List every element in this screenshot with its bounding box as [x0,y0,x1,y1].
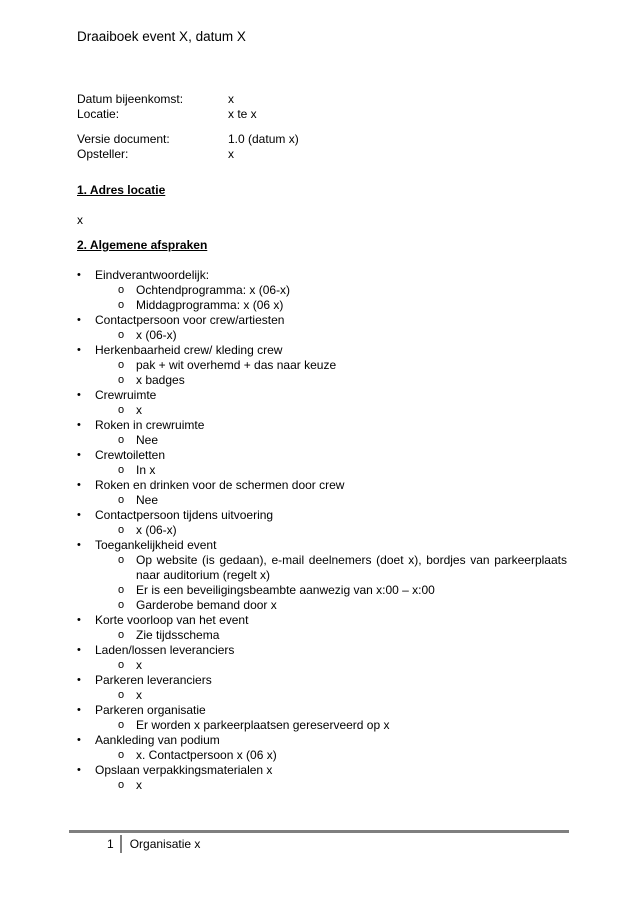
meta-value: x [228,146,234,161]
meta-label: Locatie: [77,106,120,121]
agreement-label: Korte voorloop van het event [95,613,249,627]
bullet-icon: • [77,614,81,626]
meta-row-date [77,92,497,107]
agreement-item [77,538,567,613]
bullet-icon: • [77,269,81,281]
agreement-label: Eindverantwoordelijk: [95,268,210,282]
agreement-item [77,388,567,418]
agreement-subitem [95,718,567,733]
agreement-sublist [95,283,567,313]
address-value: x [77,213,83,227]
agreement-subitem [95,523,567,538]
agreement-label: Roken in crewruimte [95,418,205,432]
agreement-item [77,313,567,343]
agreement-subitem-text: Zie tijdsschema [136,628,220,642]
agreement-sublist [95,358,567,388]
bullet-icon: • [77,764,81,776]
bullet-icon: • [77,314,81,326]
circle-bullet-icon: o [118,284,125,296]
agreement-subitem [95,583,567,598]
footer-divider [69,830,569,833]
agreement-subitem [95,433,567,448]
bullet-icon: • [77,509,81,521]
circle-bullet-icon: o [118,404,125,416]
circle-bullet-icon: o [118,359,125,371]
agreement-label: Laden/lossen leveranciers [95,643,235,657]
agreement-item [77,703,567,733]
agreement-item [77,733,567,763]
agreement-subitem-text: x (06-x) [136,523,177,537]
agreement-sublist [95,493,567,508]
agreement-item [77,268,567,313]
agreement-sublist [95,688,567,703]
bullet-icon: • [77,449,81,461]
agreement-subitem [95,748,567,763]
agreement-sublist [95,328,567,343]
circle-bullet-icon: o [118,779,125,791]
section-heading-address: 1. Adres locatie [77,183,166,197]
agreement-item [77,343,567,388]
agreement-subitem-text: In x [136,463,156,477]
meta-value: x te x [228,106,257,121]
agreement-subitem [95,688,567,703]
agreement-label: Crewtoiletten [95,448,166,462]
circle-bullet-icon: o [118,599,125,611]
agreement-subitem-text: pak + wit overhemd + das naar keuze [136,358,337,372]
circle-bullet-icon: o [118,494,125,506]
agreement-subitem-text: Nee [136,433,159,447]
circle-bullet-icon: o [118,659,125,671]
agreement-subitem-text: Er is een beveiligingsbeambte aanwezig van x:00 – x:00 [136,583,435,597]
agreement-subitem [95,358,567,373]
agreement-item [77,478,567,508]
agreement-subitem [95,658,567,673]
agreement-label: Aankleding van podium [95,733,220,747]
document-meta [77,92,497,161]
meta-label: Opsteller: [77,146,129,161]
agreement-label: Crewruimte [95,388,157,402]
section-heading-agreements: 2. Algemene afspraken [77,238,208,252]
circle-bullet-icon: o [118,524,125,536]
agreement-subitem-text: Er worden x parkeerplaatsen gereserveerd op x [136,718,390,732]
agreement-label: Parkeren organisatie [95,703,206,717]
bullet-icon: • [77,389,81,401]
agreement-label: Toegankelijkheid event [95,538,217,552]
agreement-label: Opslaan verpakkingsmaterialen x [95,763,273,777]
meta-label: Datum bijeenkomst: [77,92,184,106]
agreement-subitem [95,598,567,613]
agreement-subitem [95,778,567,793]
agreement-subitem [95,328,567,343]
agreement-subitem [95,463,567,478]
footer-text: Organisatie x [129,837,201,851]
agreement-subitem-text: x. Contactpersoon x (06 x) [136,748,277,762]
agreement-subitem [95,373,567,388]
agreement-sublist [95,403,567,418]
meta-value: 1.0 (datum x) [228,132,299,146]
agreement-sublist [95,718,567,733]
agreement-item [77,613,567,643]
circle-bullet-icon: o [118,299,125,311]
bullet-icon: • [77,674,81,686]
meta-label: Versie document: [77,132,170,146]
agreement-sublist [95,628,567,643]
agreement-subitem [95,628,567,643]
bullet-icon: • [77,644,81,656]
agreement-sublist [95,463,567,478]
page-footer [107,835,200,853]
circle-bullet-icon: o [118,374,125,386]
agreement-subitem [95,298,567,313]
bullet-icon: • [77,539,81,551]
agreement-label: Contactpersoon voor crew/artiesten [95,313,285,327]
agreement-sublist [95,523,567,538]
agreement-subitem-text: Nee [136,493,159,507]
agreement-subitem-text: Ochtendprogramma: x (06-x) [136,283,291,297]
agreement-subitem-text: x [136,658,142,672]
agreement-label: Contactpersoon tijdens uitvoering [95,508,274,522]
agreement-sublist [95,778,567,793]
agreement-subitem-text: Garderobe bemand door x [136,598,277,612]
meta-row-version [77,132,497,147]
agreement-label: Herkenbaarheid crew/ kleding crew [95,343,283,357]
agreement-item [77,763,567,793]
meta-value: x [228,92,234,106]
agreements-list [77,268,567,793]
agreement-subitem-text: x badges [136,373,185,387]
agreement-subitem [95,283,567,298]
circle-bullet-icon: o [118,719,125,731]
agreement-subitem-text: Op website (is gedaan), e-mail deelnemers (doet x), bordjes van parkeerplaats naar auditorium (regelt x) [136,553,567,582]
page-number: 1 [107,837,114,851]
agreement-subitem-text: x [136,688,142,702]
meta-row-author [77,147,497,162]
agreement-item [77,418,567,448]
circle-bullet-icon: o [118,629,125,641]
agreement-item [77,448,567,478]
agreement-subitem [95,403,567,418]
agreement-subitem-text: x [136,403,142,417]
bullet-icon: • [77,704,81,716]
circle-bullet-icon: o [118,584,125,596]
circle-bullet-icon: o [118,329,125,341]
agreement-sublist [95,433,567,448]
circle-bullet-icon: o [118,554,125,566]
footer-separator [120,835,122,853]
agreement-sublist [95,553,567,613]
agreement-item [77,673,567,703]
agreement-label: Roken en drinken voor de schermen door crew [95,478,345,492]
agreement-subitem-text: x (06-x) [136,328,177,342]
agreement-item [77,643,567,673]
circle-bullet-icon: o [118,689,125,701]
page-header-title: Draaiboek event X, datum X [77,29,246,44]
circle-bullet-icon: o [118,749,125,761]
circle-bullet-icon: o [118,434,125,446]
agreement-subitem-text: x [136,778,142,792]
agreement-label: Parkeren leveranciers [95,673,212,687]
bullet-icon: • [77,479,81,491]
agreement-sublist [95,658,567,673]
bullet-icon: • [77,419,81,431]
meta-row-location [77,107,497,122]
bullet-icon: • [77,734,81,746]
circle-bullet-icon: o [118,464,125,476]
bullet-icon: • [77,344,81,356]
agreement-item [77,508,567,538]
agreement-subitem [95,553,567,583]
agreement-subitem [95,493,567,508]
agreement-subitem-text: Middagprogramma: x (06 x) [136,298,284,312]
agreement-sublist [95,748,567,763]
